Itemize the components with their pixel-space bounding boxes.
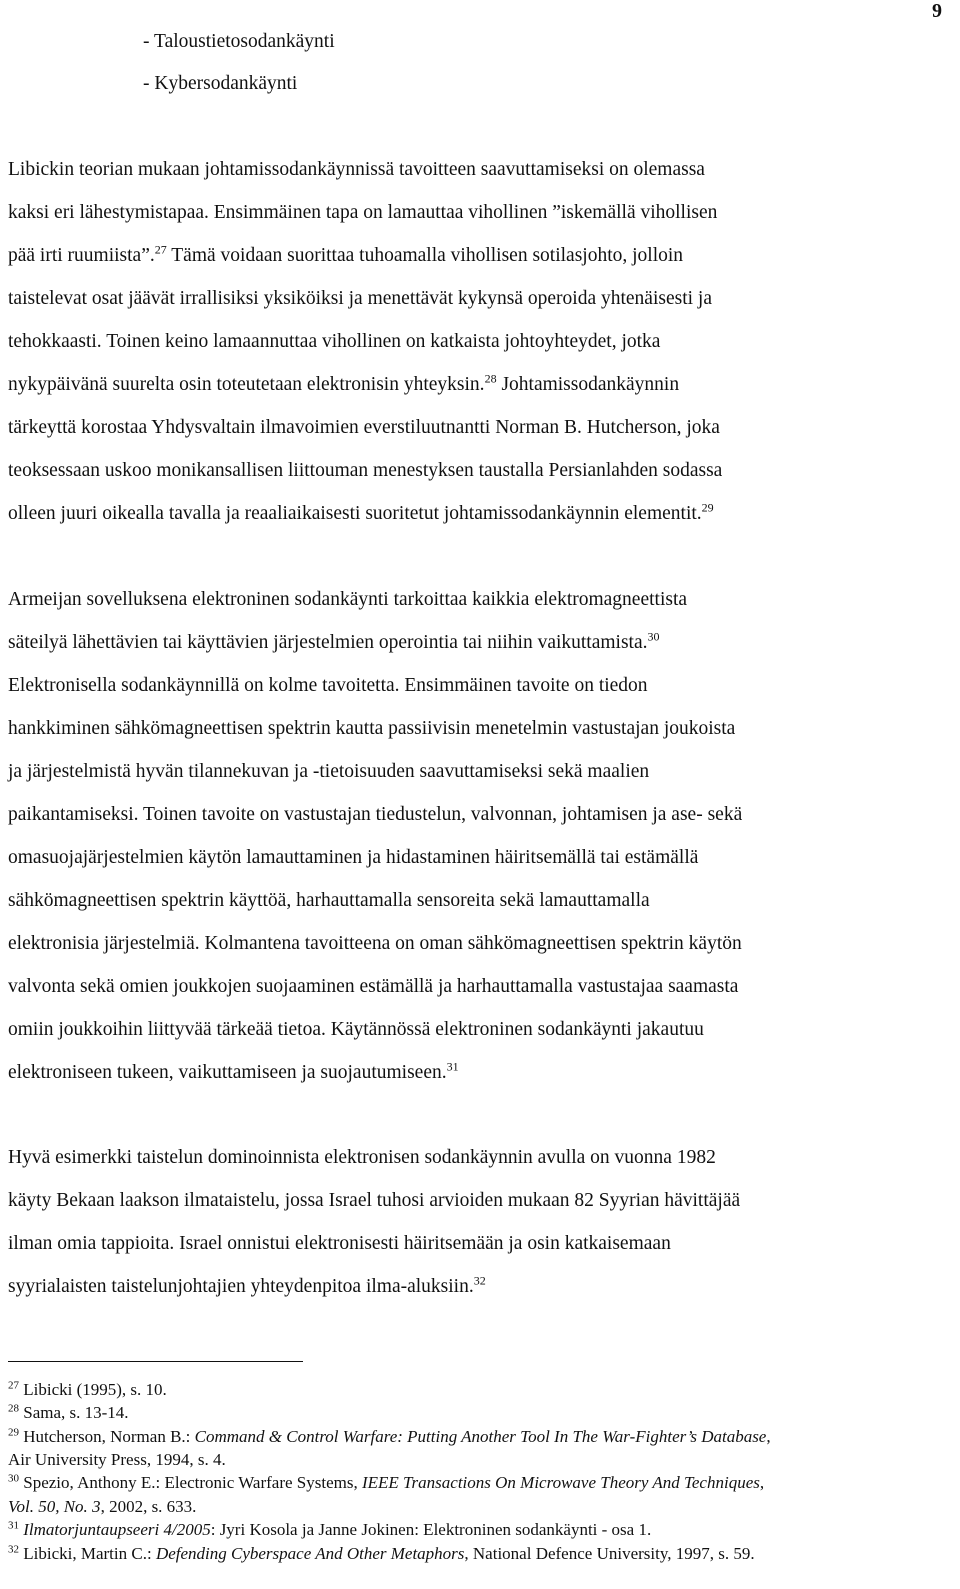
text-line: elektronisia järjestelmiä. Kolmantena tavoitteena on oman sähkömagneettisen spektrin käytön bbox=[8, 933, 742, 954]
text-line: olleen juuri oikealla tavalla ja reaaliaikaisesti suoritetut johtamissodankäynnin elementit.$^{29}$ bbox=[8, 500, 714, 524]
footnote-ref: 28 bbox=[484, 371, 497, 386]
page-number: 9 bbox=[932, 0, 942, 22]
footnote-28: $^{28}$ Sama, s. 13-14. bbox=[8, 1402, 129, 1422]
text-line: Hyvä esimerkki taistelun dominoinnista elektronisen sodankäynnin avulla on vuonna 1982 bbox=[8, 1147, 716, 1168]
footnote-ref: 31 bbox=[446, 1059, 459, 1074]
text-line: paikantamiseksi. Toinen tavoite on vastustajan tiedustelun, valvonnan, johtamisen ja ase- sekä bbox=[8, 804, 743, 825]
text-line: Elektronisella sodankäynnillä on kolme tavoitetta. Ensimmäinen tavoite on tiedon bbox=[8, 675, 648, 696]
text-line: käyty Bekaan laakson ilmataistelu, jossa Israel tuhosi arvioiden mukaan 82 Syyrian hävittäjää bbox=[8, 1190, 741, 1211]
text-line: Armeijan sovelluksena elektroninen sodankäynti tarkoittaa kaikkia elektromagneettista bbox=[8, 589, 688, 610]
text-line: sähkömagneettisen spektrin käyttöä, harhauttamalla sensoreita sekä lamauttamalla bbox=[8, 890, 650, 911]
footnote-separator bbox=[8, 1361, 303, 1362]
footnote-ref: 27 bbox=[154, 242, 167, 257]
text-line: hankkiminen sähkömagneettisen spektrin kautta passiivisin menetelmin vastustajan joukoista bbox=[8, 718, 736, 739]
list-item: - Taloustietosodankäynti bbox=[143, 31, 335, 52]
text-line: tehokkaasti. Toinen keino lamaannuttaa vihollinen on katkaista johtoyhteydet, jotka bbox=[8, 331, 661, 352]
text-line: ja järjestelmistä hyvän tilannekuvan ja -tietoisuuden saavuttamiseksi sekä maalien bbox=[8, 761, 650, 782]
text-line: teoksessaan uskoo monikansallisen liittouman menestyksen taustalla Persianlahden sodassa bbox=[8, 460, 723, 481]
text-line: omasuojajärjestelmien käytön lamauttaminen ja hidastaminen häiritsemällä tai estämällä bbox=[8, 847, 699, 868]
footnote-27: $^{27}$ Libicki (1995), s. 10. bbox=[8, 1379, 167, 1399]
text-line: syyrialaisten taistelunjohtajien yhteydenpitoa ilma-aluksiin.$^{32}$ bbox=[8, 1273, 486, 1297]
text-line: ilman omia tappioita. Israel onnistui elektronisesti häiritsemään ja osin katkaisemaan bbox=[8, 1233, 671, 1254]
footnote-32: $^{32}$ Libicki, Martin C.: Defending Cyberspace And Other Metaphors, National Defence University, 1997, s. 59. bbox=[8, 1543, 755, 1563]
text-line: kaksi eri lähestymistapaa. Ensimmäinen tapa on lamauttaa vihollinen ”iskemällä vihollisen bbox=[8, 202, 718, 223]
text-line: taistelevat osat jäävät irrallisiksi yksiköiksi ja menettävät kykynsä operoida yhtenäisesti ja bbox=[8, 288, 712, 309]
footnote-30: $^{30}$ Spezio, Anthony E.: Electronic Warfare Systems, IEEE Transactions On Microwave Theory And Techniques, bbox=[8, 1472, 765, 1492]
footnote-31: $^{31}$ Ilmatorjuntaupseeri 4/2005: Jyri Kosola ja Janne Jokinen: Elektroninen sodankäynti - osa 1. bbox=[8, 1519, 652, 1539]
text-line: omiin joukkoihin liittyvää tärkeää tietoa. Käytännössä elektroninen sodankäynti jakautuu bbox=[8, 1019, 704, 1040]
footnote-29-cont: Air University Press, 1994, s. 4. bbox=[8, 1450, 226, 1469]
footnote-ref: 30 bbox=[647, 629, 660, 644]
footnote-ref: 29 bbox=[701, 500, 714, 515]
footnote-29: $^{29}$ Hutcherson, Norman B.: Command & Control Warfare: Putting Another Tool In The War-Fighter’s Database, bbox=[8, 1426, 771, 1446]
text-line: nykypäivänä suurelta osin toteutetaan elektronisin yhteyksin.$^{28}$ Johtamissodankäynnin bbox=[8, 371, 680, 395]
footnote-ref: 32 bbox=[473, 1273, 486, 1288]
text-line: Libickin teorian mukaan johtamissodankäynnissä tavoitteen saavuttamiseksi on olemassa bbox=[8, 159, 705, 180]
text-line: tärkeyttä korostaa Yhdysvaltain ilmavoimien everstiluutnantti Norman B. Hutcherson, joka bbox=[8, 417, 720, 438]
footnote-30-cont: Vol. 50, No. 3, 2002, s. 633. bbox=[8, 1497, 197, 1516]
list-item: - Kybersodankäynti bbox=[143, 73, 298, 94]
text-line: pää irti ruumiista”.$^{27}$ Tämä voidaan suorittaa tuhoamalla vihollisen sotilasjohto, jolloin bbox=[8, 242, 684, 266]
text-line: elektroniseen tukeen, vaikuttamiseen ja suojautumiseen.$^{31}$ bbox=[8, 1059, 459, 1083]
text-line: valvonta sekä omien joukkojen suojaaminen estämällä ja harhauttamalla vastustajaa saamasta bbox=[8, 976, 739, 997]
text-line: säteilyä lähettävien tai käyttävien järjestelmien operointia tai niihin vaikuttamista.$^{30}$ bbox=[8, 629, 660, 653]
